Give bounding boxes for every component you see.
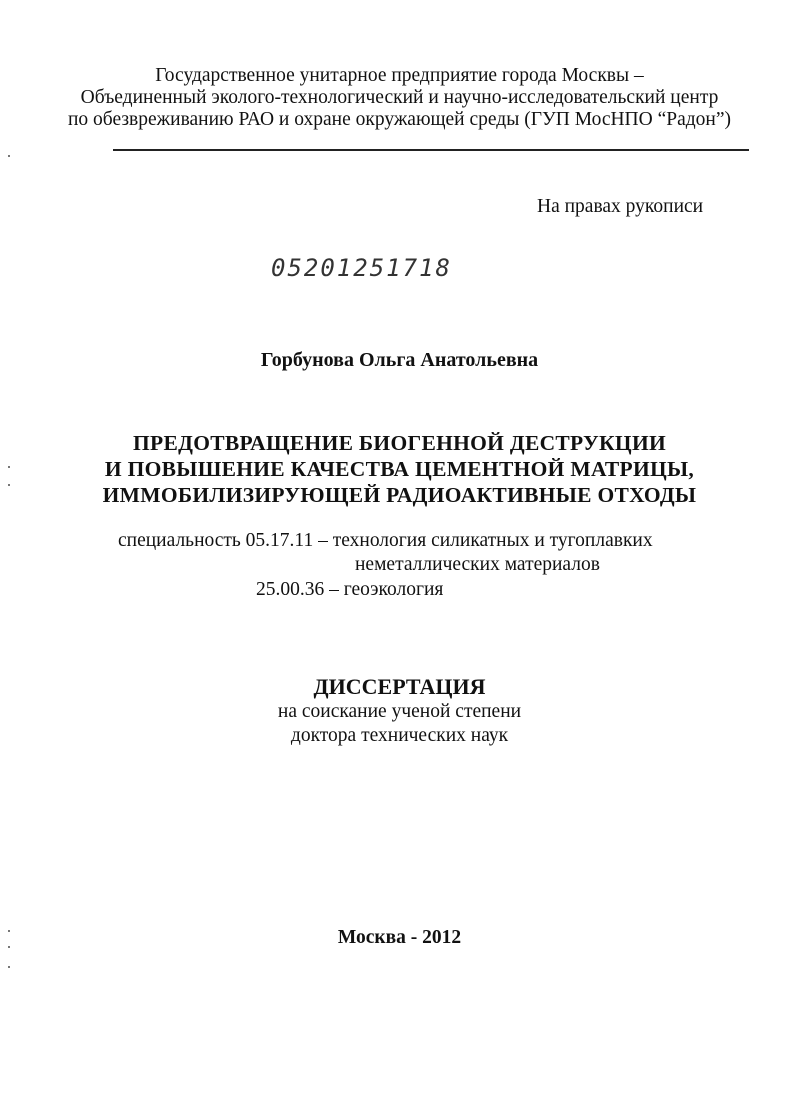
- scan-artifact: [8, 155, 10, 157]
- degree-line-2: доктора технических наук: [290, 725, 509, 746]
- organization-line-3: по обезвреживанию РАО и охране окружающей среды (ГУП МосНПО “Радон”): [67, 109, 732, 130]
- registration-number-stamp: 05201251718: [271, 254, 452, 282]
- specialty-line-2: неметаллических материалов: [355, 554, 600, 575]
- thesis-title-line-1: ПРЕДОТВРАЩЕНИЕ БИОГЕННОЙ ДЕСТРУКЦИИ: [133, 431, 666, 455]
- scan-artifact: [8, 484, 10, 486]
- place-and-year: Москва - 2012: [337, 927, 462, 948]
- scan-artifact: [8, 966, 10, 968]
- scan-artifact: [8, 930, 10, 932]
- degree-line-1: на соискание ученой степени: [277, 701, 522, 722]
- scan-artifact: [8, 466, 10, 468]
- specialty-line-1: специальность 05.17.11 – технология силикатных и тугоплавких: [118, 530, 653, 551]
- rights-note: На правах рукописи: [537, 196, 704, 217]
- document-type: ДИССЕРТАЦИЯ: [313, 674, 486, 699]
- organization-line-2: Объединенный эколого-технологический и научно-исследовательский центр: [80, 87, 719, 108]
- organization-line-1: Государственное унитарное предприятие города Москвы –: [155, 65, 644, 86]
- scan-artifact: [8, 946, 10, 948]
- author-name: Горбунова Ольга Анатольевна: [260, 349, 539, 371]
- specialty-line-3: 25.00.36 – геоэкология: [256, 579, 444, 600]
- thesis-title-line-3: ИММОБИЛИЗИРУЮЩЕЙ РАДИОАКТИВНЫЕ ОТХОДЫ: [102, 483, 697, 507]
- thesis-title-line-2: И ПОВЫШЕНИЕ КАЧЕСТВА ЦЕМЕНТНОЙ МАТРИЦЫ,: [104, 457, 695, 481]
- header-divider: [113, 149, 749, 151]
